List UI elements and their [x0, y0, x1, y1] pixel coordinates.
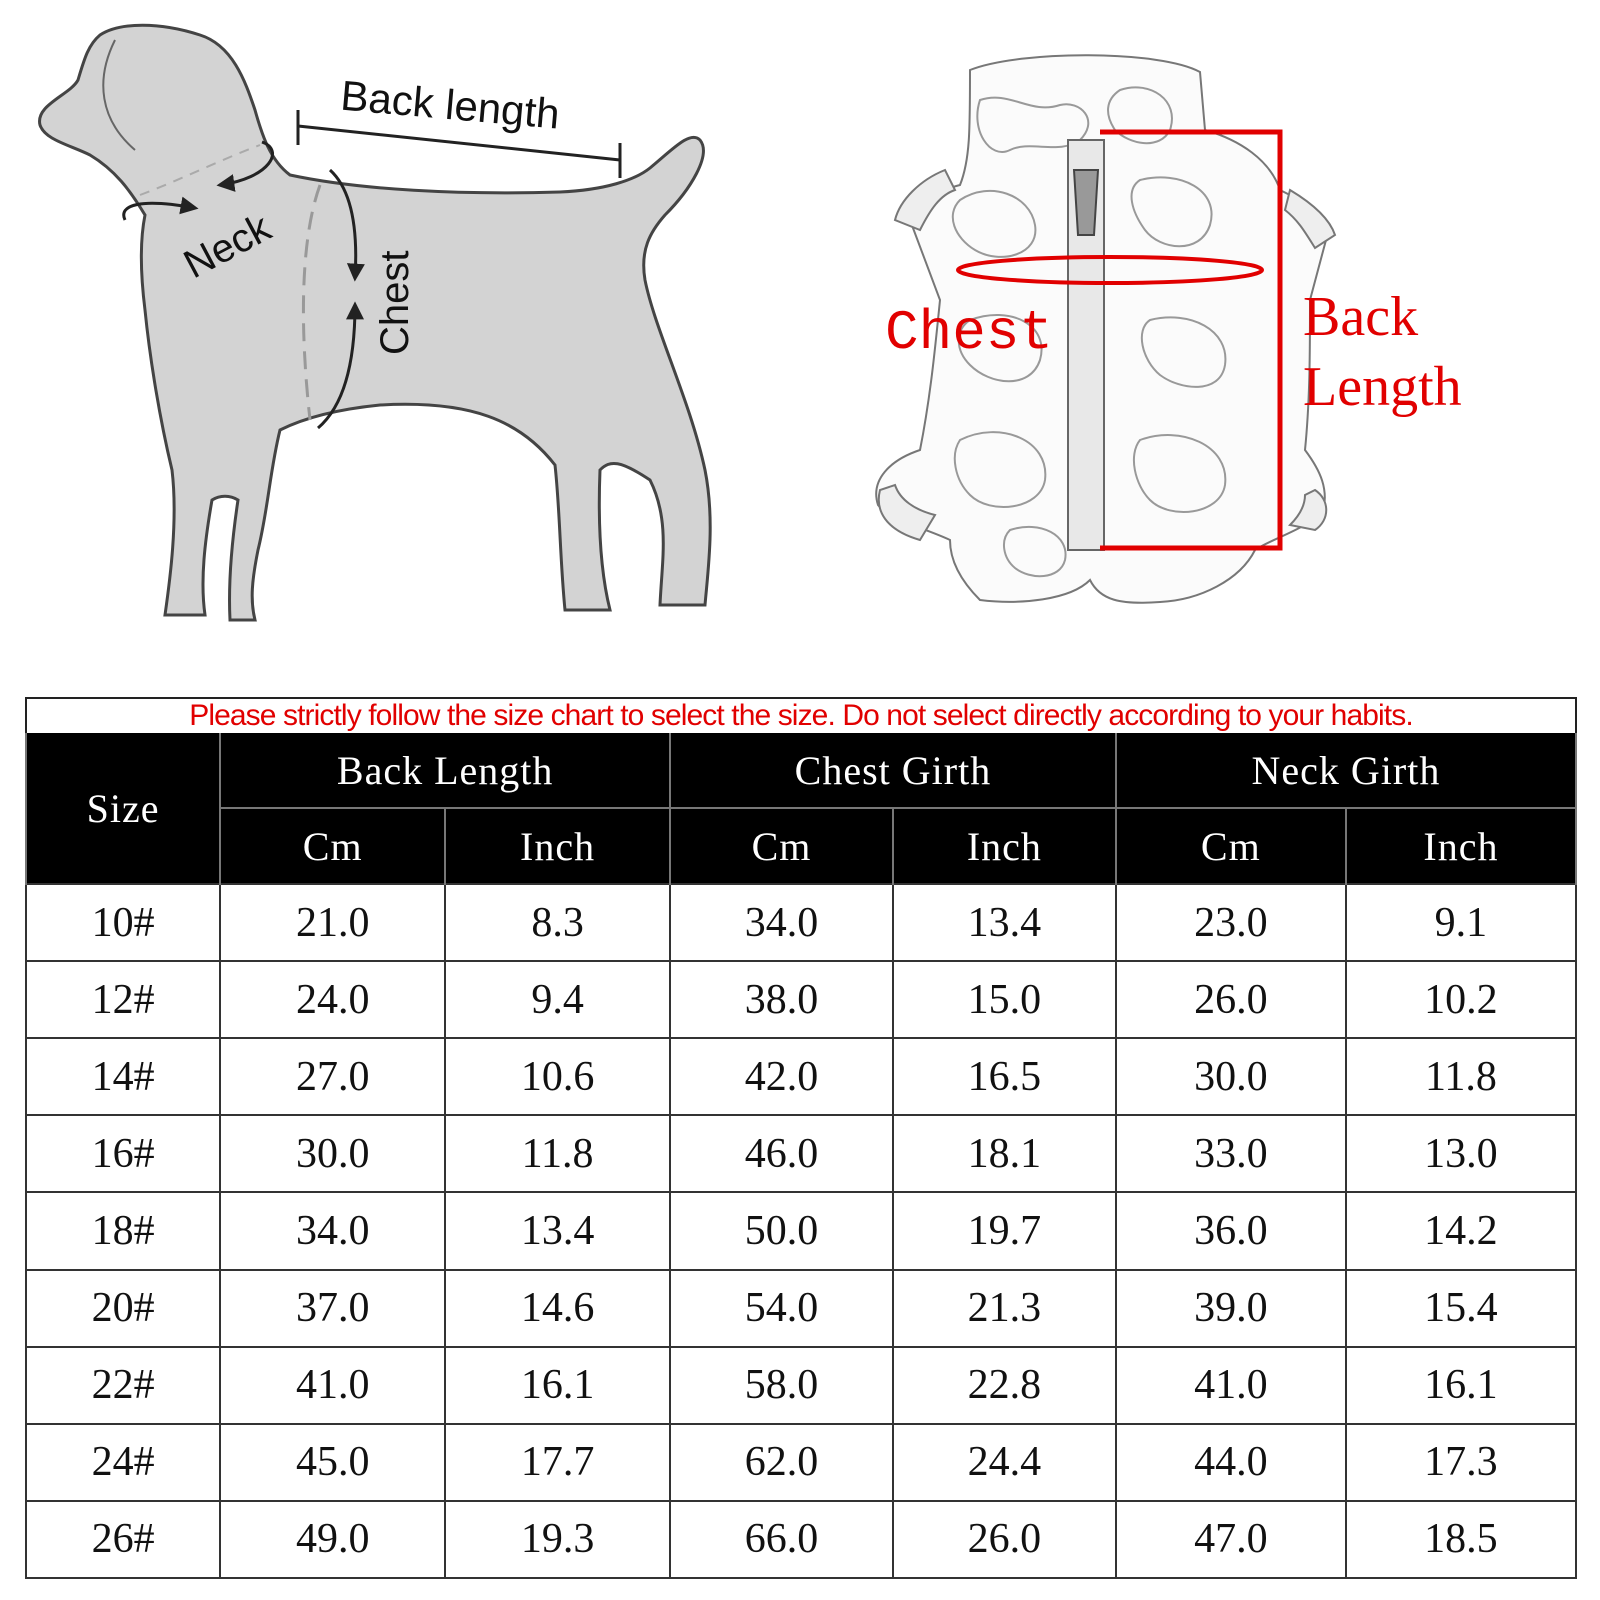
unit-header: Inch — [445, 808, 670, 884]
measurement-cell: 9.4 — [445, 961, 670, 1038]
table-row — [26, 1270, 1576, 1347]
table-row — [26, 1424, 1576, 1501]
size-column-header: Size — [26, 733, 220, 884]
neck-label: Neck — [176, 205, 278, 288]
measurement-cell: 10.2 — [1346, 961, 1576, 1038]
measurement-cell: 33.0 — [1116, 1115, 1346, 1192]
neck-girth-header: Neck Girth — [1116, 733, 1576, 808]
measurement-cell: 46.0 — [670, 1115, 893, 1192]
measurement-cell: 11.8 — [1346, 1038, 1576, 1115]
size-cell: 12# — [26, 961, 220, 1038]
measurement-cell: 14.2 — [1346, 1192, 1576, 1269]
measurement-cell: 9.1 — [1346, 884, 1576, 961]
table-row — [26, 1115, 1576, 1192]
size-notice: Please strictly follow the size chart to select the size. Do not select directly according to your habits. — [26, 698, 1576, 733]
measurement-cell: 41.0 — [220, 1347, 445, 1424]
table-row — [26, 1501, 1576, 1578]
measurement-cell: 21.0 — [220, 884, 445, 961]
measurement-cell: 22.8 — [893, 1347, 1116, 1424]
measurement-cell: 18.1 — [893, 1115, 1116, 1192]
measurement-cell: 15.4 — [1346, 1270, 1576, 1347]
measurement-cell: 15.0 — [893, 961, 1116, 1038]
unit-header: Inch — [1346, 808, 1576, 884]
measurement-cell: 49.0 — [220, 1501, 445, 1578]
measurement-cell: 26.0 — [893, 1501, 1116, 1578]
measurement-cell: 34.0 — [670, 884, 893, 961]
measurement-cell: 30.0 — [220, 1115, 445, 1192]
size-chart-table — [25, 697, 1577, 1579]
table-row — [26, 884, 1576, 961]
measurement-cell: 23.0 — [1116, 884, 1346, 961]
measurement-cell: 34.0 — [220, 1192, 445, 1269]
table-row — [26, 961, 1576, 1038]
measurement-cell: 37.0 — [220, 1270, 445, 1347]
measurement-cell: 8.3 — [445, 884, 670, 961]
chest-label: Chest — [373, 250, 417, 355]
measurement-cell: 50.0 — [670, 1192, 893, 1269]
measurement-cell: 58.0 — [670, 1347, 893, 1424]
measurement-cell: 66.0 — [670, 1501, 893, 1578]
measurement-cell: 42.0 — [670, 1038, 893, 1115]
size-cell: 10# — [26, 884, 220, 961]
chest-girth-header: Chest Girth — [670, 733, 1116, 808]
table-row — [26, 1038, 1576, 1115]
measurement-cell: 17.3 — [1346, 1424, 1576, 1501]
unit-header: Inch — [893, 808, 1116, 884]
measurement-cell: 44.0 — [1116, 1424, 1346, 1501]
coat-measurement-diagram — [860, 20, 1580, 640]
measurement-cell: 21.3 — [893, 1270, 1116, 1347]
measurement-cell: 16.1 — [1346, 1347, 1576, 1424]
back-length-label: Back length — [338, 71, 562, 138]
measurement-cell: 14.6 — [445, 1270, 670, 1347]
measurement-cell: 47.0 — [1116, 1501, 1346, 1578]
measurement-cell: 18.5 — [1346, 1501, 1576, 1578]
size-cell: 20# — [26, 1270, 220, 1347]
measurement-cell: 19.7 — [893, 1192, 1116, 1269]
table-row — [26, 1347, 1576, 1424]
measurement-cell: 30.0 — [1116, 1038, 1346, 1115]
measurement-cell: 13.0 — [1346, 1115, 1576, 1192]
measurement-cell: 24.0 — [220, 961, 445, 1038]
table-row — [26, 1192, 1576, 1269]
measurement-cell: 19.3 — [445, 1501, 670, 1578]
size-cell: 18# — [26, 1192, 220, 1269]
measurement-cell: 11.8 — [445, 1115, 670, 1192]
measurement-cell: 24.4 — [893, 1424, 1116, 1501]
measurement-cell: 45.0 — [220, 1424, 445, 1501]
size-table-body — [26, 884, 1576, 1578]
unit-header: Cm — [220, 808, 445, 884]
measurement-cell: 39.0 — [1116, 1270, 1346, 1347]
chest-label-red: Chest — [885, 301, 1054, 365]
measurement-cell: 16.5 — [893, 1038, 1116, 1115]
dog-measurement-diagram — [0, 0, 760, 660]
size-cell: 26# — [26, 1501, 220, 1578]
size-cell: 14# — [26, 1038, 220, 1115]
unit-header: Cm — [670, 808, 893, 884]
back-length-bar — [298, 126, 620, 160]
back-length-header: Back Length — [220, 733, 670, 808]
measurement-cell: 62.0 — [670, 1424, 893, 1501]
measurement-cell: 10.6 — [445, 1038, 670, 1115]
measurement-cell: 27.0 — [220, 1038, 445, 1115]
size-cell: 16# — [26, 1115, 220, 1192]
measurement-cell: 54.0 — [670, 1270, 893, 1347]
size-cell: 22# — [26, 1347, 220, 1424]
measurement-cell: 17.7 — [445, 1424, 670, 1501]
zipper-pull — [1074, 170, 1098, 235]
back-label-red: Back — [1303, 286, 1419, 348]
measurement-cell: 16.1 — [445, 1347, 670, 1424]
measurement-cell: 38.0 — [670, 961, 893, 1038]
measurement-cell: 41.0 — [1116, 1347, 1346, 1424]
measurement-cell: 26.0 — [1116, 961, 1346, 1038]
measurement-cell: 13.4 — [445, 1192, 670, 1269]
length-label-red: Length — [1303, 356, 1462, 418]
size-cell: 24# — [26, 1424, 220, 1501]
measurement-cell: 13.4 — [893, 884, 1116, 961]
measurement-cell: 36.0 — [1116, 1192, 1346, 1269]
unit-header: Cm — [1116, 808, 1346, 884]
